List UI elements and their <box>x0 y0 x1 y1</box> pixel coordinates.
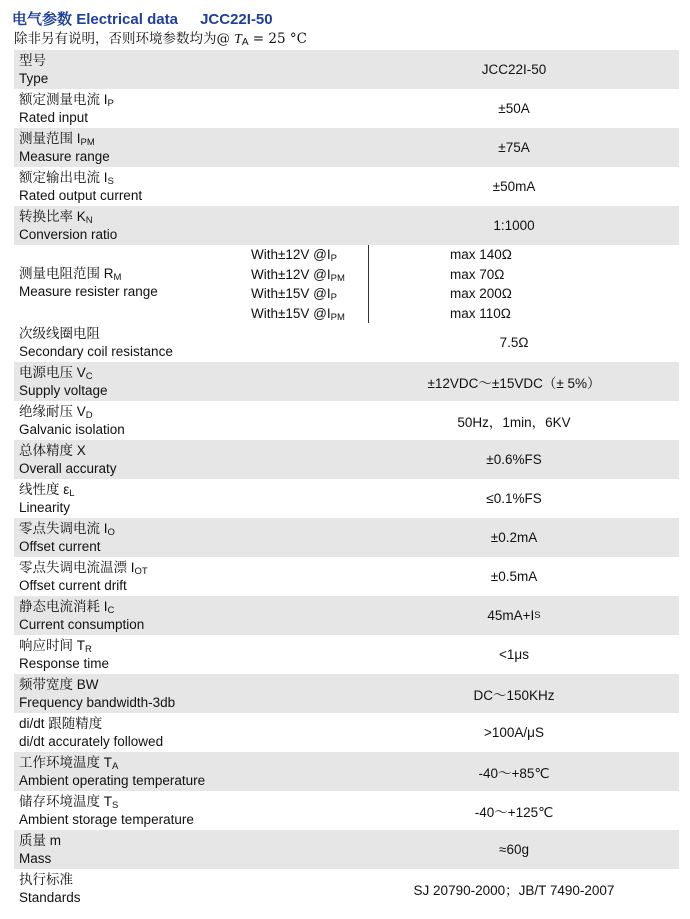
row-value <box>344 869 684 908</box>
row-label <box>19 559 249 594</box>
row-label <box>19 169 249 204</box>
label-zh: 响应时间 T <box>19 638 85 653</box>
row-label <box>19 637 249 672</box>
condition-text: With±15V @I <box>251 305 331 321</box>
label-en: Secondary coil resistance <box>19 343 173 359</box>
table-row <box>14 791 679 830</box>
row-label <box>19 793 249 828</box>
value-text: ±12VDC～±15VDC（± 5%） <box>427 375 601 391</box>
table-row <box>14 518 679 557</box>
label-zh-sub: PM <box>80 137 95 148</box>
table-row <box>14 89 679 128</box>
table-row <box>14 440 679 479</box>
label-zh: 型号 <box>19 53 46 68</box>
value-text: 45mA+I <box>487 608 535 623</box>
label-zh: 次级线圈电阻 <box>19 326 100 341</box>
note-prefix: 除非另有说明，否则环境参数均为@ <box>14 31 230 47</box>
table-row <box>14 128 679 167</box>
row-value <box>344 401 684 440</box>
condition-sub: PM <box>330 311 345 323</box>
label-zh: 转换比率 K <box>19 209 86 224</box>
label-en: Rated input <box>19 109 89 125</box>
row-value <box>344 557 684 596</box>
page-title <box>12 9 273 29</box>
label-en: Supply voltage <box>19 382 108 398</box>
measure-condition <box>251 245 337 265</box>
value-text: SJ 20790-2000；JB/T 7490-2007 <box>413 882 615 898</box>
label-zh: 额定测量电流 I <box>19 92 108 107</box>
row-value <box>344 635 684 674</box>
title-zh: 电气参数 <box>12 10 73 28</box>
table-row <box>14 50 679 89</box>
condition-sub: PM <box>330 272 345 284</box>
label-en: di/dt accurately followed <box>19 733 164 749</box>
table-row <box>14 635 679 674</box>
table-row <box>14 323 679 362</box>
measure-condition-row <box>14 265 679 285</box>
condition-sub: P <box>330 253 337 264</box>
label-zh-sub: A <box>112 761 119 772</box>
label-en: Offset current drift <box>19 577 127 593</box>
label-zh: 测量范围 I <box>19 131 81 146</box>
value-text: -40～+125℃ <box>474 804 554 820</box>
measure-condition <box>251 265 345 285</box>
column-divider <box>368 245 369 323</box>
label-zh-sub: C <box>85 371 93 382</box>
table-row <box>14 869 679 908</box>
row-label <box>19 208 249 243</box>
label-zh-sub: P <box>107 98 114 109</box>
row-label <box>19 52 249 87</box>
label-zh: 质量 m <box>19 833 61 848</box>
row-label <box>19 130 249 165</box>
measure-condition-row <box>14 284 679 304</box>
title-en: Electrical data <box>76 11 178 28</box>
measure-value: max 140Ω <box>450 247 512 262</box>
row-value <box>344 674 684 713</box>
value-text: ±50mA <box>492 179 536 194</box>
value-text: 50Hz，1min，6KV <box>457 414 571 430</box>
label-zh: di/dt 跟随精度 <box>19 716 103 731</box>
row-value <box>344 89 684 128</box>
label-en: Current consumption <box>19 616 145 632</box>
title-model: JCC22I-50 <box>200 11 273 28</box>
row-label <box>19 91 249 126</box>
label-zh-sub: S <box>112 800 119 811</box>
label-zh-sub: R <box>85 644 92 655</box>
table-row <box>14 557 679 596</box>
row-label <box>19 325 249 360</box>
label-zh: 电源电压 V <box>19 365 86 380</box>
table-row <box>14 362 679 401</box>
value-text: ±0.5mA <box>490 569 538 584</box>
value-text: ±50A <box>498 101 530 116</box>
spec-table <box>14 50 679 908</box>
note-sub: A <box>241 37 249 48</box>
table-row <box>14 206 679 245</box>
measure-value: max 200Ω <box>450 286 512 301</box>
label-en: Offset current <box>19 538 101 554</box>
label-zh: 额定输出电流 I <box>19 170 108 185</box>
row-value <box>344 323 684 362</box>
label-zh-sub: L <box>69 488 75 499</box>
condition-sub: P <box>330 292 337 303</box>
label-en: Overall accuraty <box>19 460 117 476</box>
row-label <box>19 520 249 555</box>
label-zh: 零点失调电流温漂 I <box>19 560 135 575</box>
label-en: Measure resister range <box>19 283 158 299</box>
row-label <box>19 832 249 867</box>
row-value <box>344 50 684 89</box>
label-en: Mass <box>19 850 52 866</box>
label-zh: 频带宽度 BW <box>19 677 99 692</box>
label-en: Measure range <box>19 148 110 164</box>
condition-text: With±12V @I <box>251 266 331 282</box>
measure-value: max 70Ω <box>450 266 505 282</box>
table-row <box>14 479 679 518</box>
row-value <box>344 518 684 557</box>
row-value <box>344 791 684 830</box>
table-row <box>14 830 679 869</box>
label-zh: 工作环境温度 T <box>19 755 112 770</box>
note-var: T <box>234 31 242 46</box>
label-zh-sub: S <box>107 176 114 187</box>
label-zh: 绝缘耐压 V <box>19 404 86 419</box>
table-row <box>14 401 679 440</box>
row-label <box>19 442 249 477</box>
row-label <box>19 403 249 438</box>
measure-condition <box>251 304 345 324</box>
measure-condition-row <box>14 304 679 324</box>
label-zh: 零点失调电流 I <box>19 521 108 536</box>
value-text: DC～150KHz <box>473 687 555 703</box>
label-en: Type <box>19 70 49 86</box>
label-zh: 执行标准 <box>19 872 73 887</box>
condition-text: With±12V @I <box>251 247 331 262</box>
value-text: ≈60g <box>499 842 529 857</box>
table-row <box>14 752 679 791</box>
row-value <box>344 206 684 245</box>
row-value <box>344 167 684 206</box>
row-value: 45mA+I S <box>487 608 541 623</box>
row-value <box>344 713 684 752</box>
label-zh-sub: OT <box>134 566 148 577</box>
value-text: 7.5Ω <box>499 335 529 350</box>
condition-text: With±15V @I <box>251 286 331 301</box>
value-text: ≤0.1%FS <box>486 491 542 506</box>
label-zh: 线性度 ε <box>19 482 70 497</box>
label-zh-sub: N <box>85 215 93 226</box>
value-text: >100A/μS <box>484 725 544 740</box>
table-row <box>14 713 679 752</box>
label-en: Standards <box>19 889 81 905</box>
label-zh-sub: O <box>107 527 115 538</box>
row-value <box>344 479 684 518</box>
label-en: Rated output current <box>19 187 143 203</box>
row-value <box>344 830 684 869</box>
label-zh-sub: C <box>107 605 115 616</box>
row-label <box>19 481 249 516</box>
label-zh: 储存环境温度 T <box>19 794 112 809</box>
measure-condition <box>251 284 337 304</box>
measure-value: max 110Ω <box>450 305 511 321</box>
row-value <box>344 752 684 791</box>
row-value <box>344 440 684 479</box>
value-text: ±75A <box>498 140 530 155</box>
row-label <box>19 364 249 399</box>
label-zh: 静态电流消耗 I <box>19 599 108 614</box>
label-en: Ambient operating temperature <box>19 772 206 788</box>
value-text: -40～+85℃ <box>478 765 550 781</box>
row-label <box>19 715 249 750</box>
label-en: Linearity <box>19 499 71 515</box>
row-label <box>19 676 249 711</box>
value-text: JCC22I-50 <box>481 62 547 77</box>
label-en: Conversion ratio <box>19 226 118 242</box>
table-row <box>14 245 679 323</box>
table-row <box>14 167 679 206</box>
table-row <box>14 596 679 635</box>
row-value <box>344 128 684 167</box>
note-suffix: = 25 °C <box>248 31 307 47</box>
label-zh: 总体精度 X <box>19 443 86 458</box>
table-row <box>14 674 679 713</box>
label-zh-sub: D <box>85 410 93 421</box>
ambient-note <box>14 30 307 48</box>
value-text: ±0.2mA <box>490 530 538 545</box>
row-label <box>19 754 249 789</box>
value-text: ±0.6%FS <box>486 452 542 467</box>
label-en: Galvanic isolation <box>19 421 125 437</box>
value-text: 1:1000 <box>493 218 535 233</box>
value-text: <1μs <box>499 647 529 662</box>
label-zh-sub: M <box>113 272 122 283</box>
row-label <box>19 598 249 633</box>
label-en: Response time <box>19 655 110 671</box>
row-label <box>19 871 249 906</box>
measure-condition-row <box>14 245 679 265</box>
label-en: Frequency bandwidth-3db <box>19 694 176 710</box>
row-value <box>344 362 684 401</box>
label-zh: 测量电阻范围 R <box>19 266 114 281</box>
label-en: Ambient storage temperature <box>19 811 194 827</box>
